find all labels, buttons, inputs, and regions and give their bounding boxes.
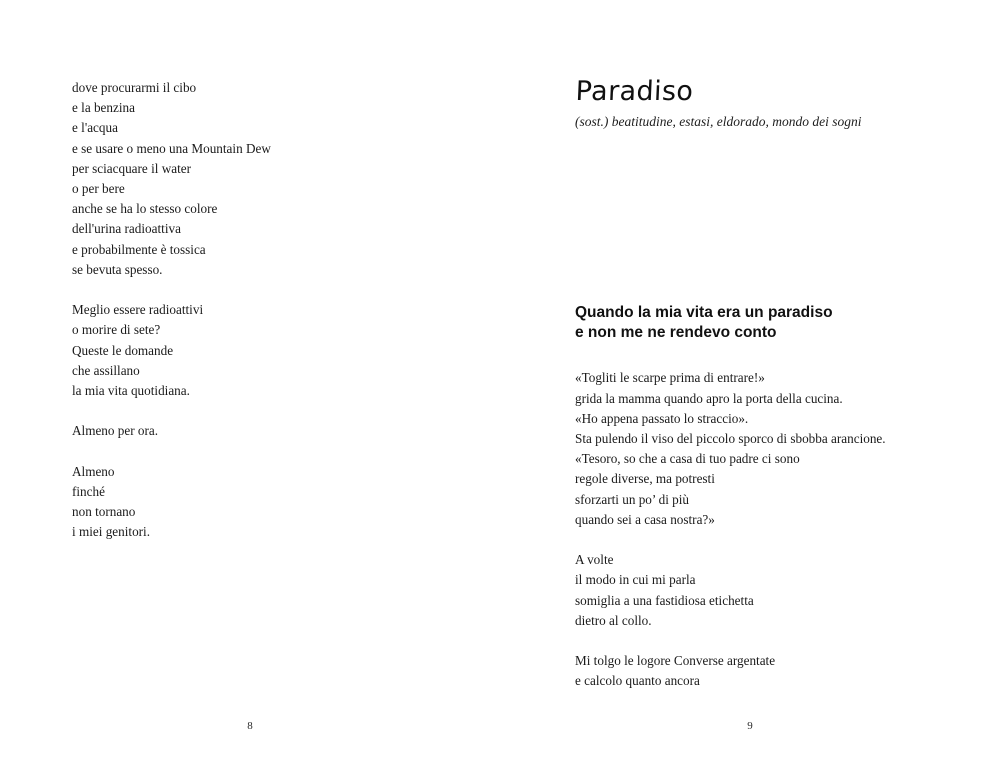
left-page-poem-body bbox=[72, 78, 472, 543]
verse-line: Meglio essere radioattivi bbox=[72, 302, 204, 318]
verse-stanza bbox=[575, 550, 975, 631]
verse-line: «Tesoro, so che a casa di tuo padre ci sono bbox=[575, 451, 800, 467]
dictionary-entry-word: Paradiso bbox=[574, 76, 695, 107]
verse-line: e l'acqua bbox=[72, 120, 118, 136]
spacer-entry-to-poem bbox=[575, 131, 975, 303]
verse-stanza bbox=[72, 421, 472, 441]
verse-stanza bbox=[72, 78, 472, 280]
verse-line: A volte bbox=[575, 552, 614, 568]
folio-right: 9 bbox=[747, 720, 753, 732]
verse-line: dove procurarmi il cibo bbox=[72, 80, 197, 95]
verse-line: o per bere bbox=[72, 181, 125, 197]
verse-line: sforzarti un po’ di più bbox=[575, 491, 690, 507]
spacer-title-to-body bbox=[575, 342, 975, 368]
poem-title-line: e non me ne rendevo conto bbox=[575, 323, 777, 341]
verse-line: finché bbox=[72, 484, 105, 500]
verse-line: Almeno bbox=[72, 463, 115, 479]
right-page-text-column bbox=[575, 78, 975, 692]
verse-line: o morire di sete? bbox=[72, 322, 161, 338]
verse-stanza bbox=[575, 368, 975, 530]
verse-line: e la benzina bbox=[72, 100, 135, 116]
verse-line: se bevuta spesso. bbox=[72, 261, 163, 277]
verse-line: dell'urina radioattiva bbox=[72, 221, 181, 237]
right-page-poem-body bbox=[575, 368, 975, 691]
verse-line: Almeno per ora. bbox=[72, 423, 159, 439]
poem-title bbox=[575, 303, 975, 342]
verse-stanza bbox=[575, 651, 975, 691]
verse-line: «Ho appena passato lo straccio». bbox=[575, 410, 749, 426]
verse-line: Sta pulendo il viso del piccolo sporco di sbobba arancione. bbox=[575, 430, 886, 446]
verse-line: e calcolo quanto ancora bbox=[575, 673, 700, 689]
verse-line: che assillano bbox=[72, 362, 140, 378]
verse-line: Mi tolgo le logore Converse argentate bbox=[575, 653, 776, 669]
verse-line: anche se ha lo stesso colore bbox=[72, 201, 218, 217]
verse-line: la mia vita quotidiana. bbox=[72, 383, 190, 399]
folio-left: 8 bbox=[247, 720, 253, 732]
left-page-text-column bbox=[72, 78, 472, 543]
dictionary-entry-definition: (sost.) beatitudine, estasi, eldorado, mondo dei sogni bbox=[575, 114, 862, 130]
verse-line: il modo in cui mi parla bbox=[575, 572, 696, 588]
verse-line: non tornano bbox=[72, 504, 136, 520]
verse-line: quando sei a casa nostra?» bbox=[575, 511, 715, 527]
right-page bbox=[500, 0, 1000, 768]
verse-line: regole diverse, ma potresti bbox=[575, 471, 715, 487]
verse-stanza bbox=[72, 300, 472, 401]
verse-stanza bbox=[72, 462, 472, 543]
verse-line: somiglia a una fastidiosa etichetta bbox=[575, 592, 754, 608]
verse-line: Queste le domande bbox=[72, 342, 174, 358]
poem-title-line: Quando la mia vita era un paradiso bbox=[575, 304, 833, 322]
verse-line: per sciacquare il water bbox=[72, 160, 191, 176]
verse-line: grida la mamma quando apro la porta della cucina. bbox=[575, 390, 843, 406]
verse-line: i miei genitori. bbox=[72, 524, 151, 540]
verse-line: e probabilmente è tossica bbox=[72, 241, 206, 257]
verse-line: «Togliti le scarpe prima di entrare!» bbox=[575, 370, 765, 386]
verse-line: e se usare o meno una Mountain Dew bbox=[72, 140, 271, 156]
verse-line: dietro al collo. bbox=[575, 612, 652, 628]
